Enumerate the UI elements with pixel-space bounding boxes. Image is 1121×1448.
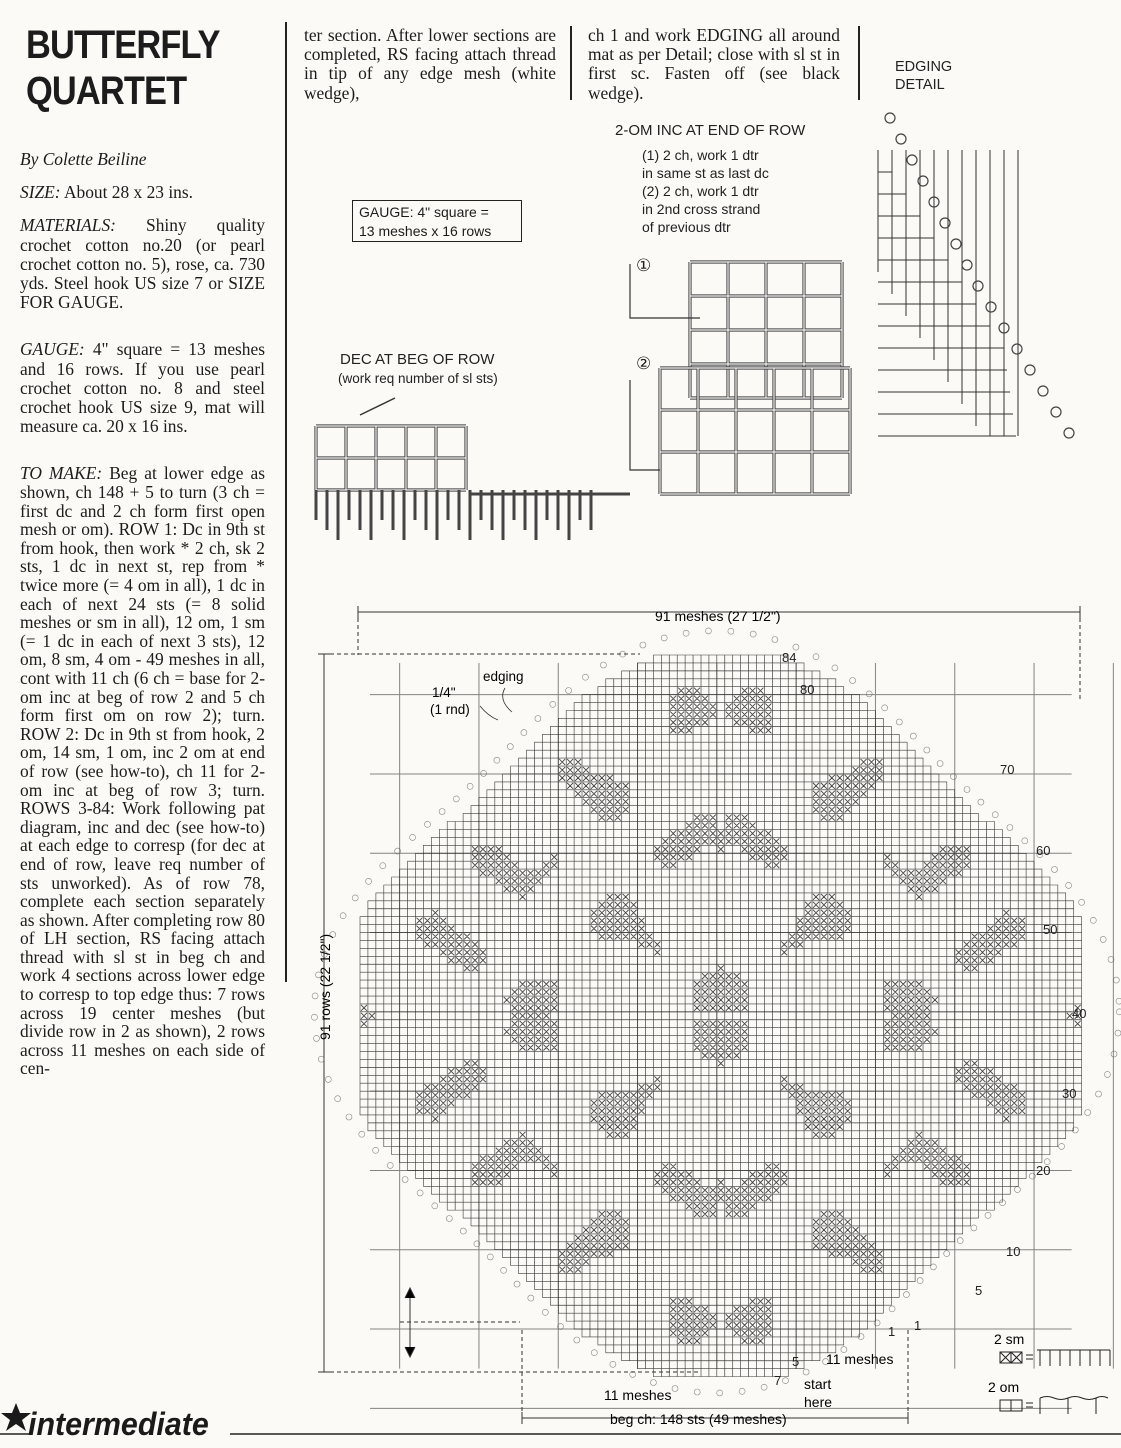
dec-diagram-subtitle: (work req number of sl sts) [338,371,498,386]
row-number-1-right: 1 [914,1318,922,1333]
row-number-5-bottom: 5 [792,1354,800,1369]
size-text: About 28 x 23 ins. [63,182,193,203]
step-1-marker: ① [636,256,652,275]
row-number-40: 40 [1072,1006,1087,1021]
row-number-30: 30 [1062,1086,1077,1101]
inc-step-line-3: (2) 2 ch, work 1 dtr [642,183,759,199]
edging-detail-line-1: EDGING [895,59,953,75]
to-make-label: TO MAKE: [20,463,103,484]
difficulty-badge: intermediate [28,1406,209,1442]
inc-diagram-title: 2-OM INC AT END OF ROW [615,122,806,139]
row-number-7-bottom: 7 [774,1373,782,1388]
step-2-marker: ② [636,354,652,373]
row-number-5: 5 [975,1283,983,1298]
row-number-1-bottom: 1 [888,1324,896,1339]
start-label: start [804,1376,832,1392]
eleven-meshes-left: 11 meshes [604,1387,672,1403]
beg-ch-label: beg ch: 148 sts (49 meshes) [610,1411,787,1427]
row-number-70: 70 [1000,762,1015,777]
height-label: 91 rows (22 1/2") [317,933,333,1040]
gauge-text: 4" square = 13 meshes and 16 rows. If you use pearl crochet cotton no. 8 and steel crochet hook US size 9, mat will measure ca. 20 x 16 ins. [20,339,265,437]
edging-detail-line-2: DETAIL [895,77,945,93]
chart-dimension-lines [318,606,1080,1424]
inc-step-line-4: in 2nd cross strand [642,201,761,217]
edging-label: edging [483,669,524,684]
byline: By Colette Beiline [20,149,147,169]
materials-label: MATERIALS: [20,215,116,236]
inc-step-line-1: (1) 2 ch, work 1 dtr [642,147,759,163]
filet-chart [311,628,1121,1408]
dec-diagram-title: DEC AT BEG OF ROW [340,351,495,368]
width-label: 91 meshes (27 1/2") [655,608,781,624]
inc-step-line-2: in same st as last dc [642,165,769,181]
right-text: ch 1 and work EDGING all around mat as per Detail; close with sl st in first sc. Fasten off (see black wedge). [588,25,840,103]
gauge-box-line-2: 13 meshes x 16 rows [359,223,492,239]
row-number-10: 10 [1006,1244,1021,1259]
legend-sm-label: 2 sm [994,1331,1025,1347]
size-label: SIZE: [20,182,61,203]
legend-om-label: 2 om [988,1379,1020,1395]
star-icon [1,1403,31,1431]
one-round-label: (1 rnd) [430,702,470,717]
edging-detail-illustration [878,113,1074,438]
eleven-meshes-right: 11 meshes [826,1351,894,1367]
quarter-inch-label: 1/4" [432,685,456,700]
materials-text: Shiny quality crochet cotton no.20 (or pearl crochet cotton no. 5), rose, ca. 730 yds. Steel hook US size 7 or SIZE FOR GAUGE. [20,215,265,313]
row-number-20: 20 [1036,1163,1051,1178]
gauge-box-line-1: GAUGE: 4" square = [359,204,489,220]
row-number-60: 60 [1036,843,1051,858]
dec-illustration [316,264,700,540]
middle-text: ter section. After lower sections are completed, RS facing attach thread in tip of any edge mesh (white wedge), [304,25,556,103]
legend [988,1331,1110,1414]
inc-illustration-1 [690,262,842,398]
row-number-50: 50 [1043,922,1058,937]
here-label: here [804,1394,833,1410]
gauge-label: GAUGE: [20,339,85,360]
title-line-2: QUARTET [26,69,187,113]
row-number-80: 80 [800,682,815,697]
inc-step-line-5: of previous dtr [642,219,731,235]
to-make-text: Beg at lower edge as shown, ch 148 + 5 to turn (3 ch = first dc and 2 ch form first open mesh or om). ROW 1: Dc in 9th st from hook, then work * 2 ch, sk 2 sts, 1 dc in next st, rep from * twice more (= 4 om in all), 1 dc in each of next 24 sts (= 8 solid meshes or sm in all), 12 om, 1 sm (= 1 dc in each of next 3 sts), 12 om, 8 sm, 4 om - 49 meshes in all, cont with 11 ch (6 ch = base for 2-om inc at beg of row 2 and 5 ch form first om on row 2); turn. ROW 2: Dc in 9th st from hook, 2 om, 14 sm, 1 om, inc 2 om at end of row (see how-to), ch 11 for 2-om inc at beg of row 3; turn. ROWS 3-84: Work following pat diagram, inc and dec (see how-to) at each edge to corresp (for dec at end of row, leave req number of sts unworked). As of row 78, complete each section separately as shown. After completing row 80 of LH section, RS facing attach thread with sl st in beg ch and work 4 sections across lower edge to corresp to top edge thus: 7 rows across 19 center meshes (but divide row in 2 as shown), 2 rows across 11 meshes on each side of cen- [20,463,265,1079]
title-line-1: BUTTERFLY [26,23,220,67]
row-number-84: 84 [782,650,797,665]
